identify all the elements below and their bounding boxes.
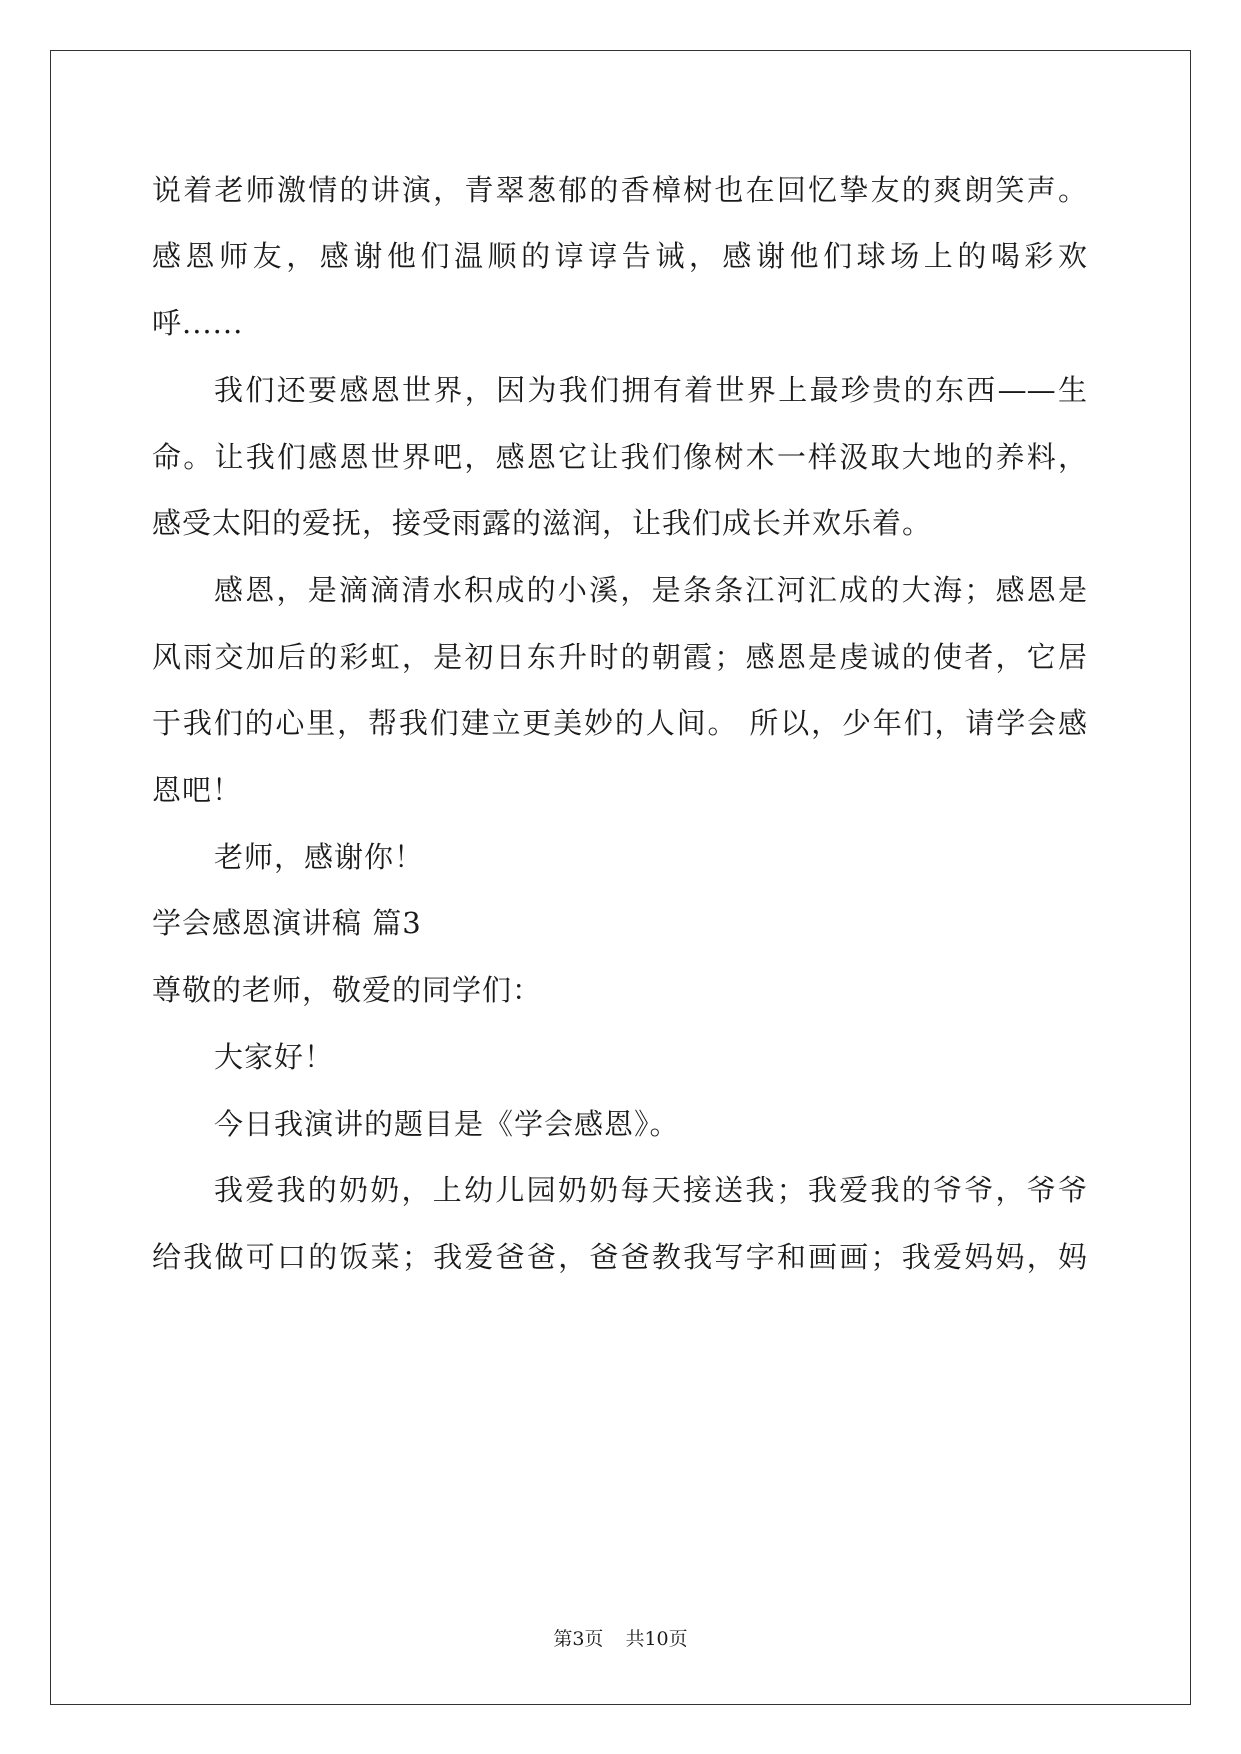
text-line: 我们还要感恩世界，因为我们拥有着世界上最珍贵的东西——生 xyxy=(214,373,1087,407)
text-line: 说着老师激情的讲演，青翠葱郁的香樟树也在回忆挚友的爽朗笑声。 xyxy=(152,173,1087,207)
text-line: 于我们的心里，帮我们建立更美妙的人间。 所以，少年们，请学会感 xyxy=(152,706,1087,740)
text-line: 老师，感谢你！ xyxy=(214,840,425,874)
page-number-current: 第3页 xyxy=(553,1628,604,1650)
text-line: 我爱我的奶奶，上幼儿园奶奶每天接送我；我爱我的爷爷，爷爷 xyxy=(214,1173,1087,1207)
text-line: 风雨交加后的彩虹，是初日东升时的朝霞；感恩是虔诚的使者，它居 xyxy=(152,640,1087,674)
text-line: 恩吧！ xyxy=(152,773,243,807)
text-line: 给我做可口的饭菜；我爱爸爸，爸爸教我写字和画画；我爱妈妈，妈 xyxy=(152,1240,1087,1274)
page-border xyxy=(50,50,1191,1705)
page-number-total: 共10页 xyxy=(625,1628,688,1650)
text-line: 命。让我们感恩世界吧，感恩它让我们像树木一样汲取大地的养料， xyxy=(152,440,1087,474)
text-line: 感恩，是滴滴清水积成的小溪，是条条江河汇成的大海；感恩是 xyxy=(214,573,1087,607)
text-line: 今日我演讲的题目是《学会感恩》。 xyxy=(214,1107,680,1141)
section-heading: 学会感恩演讲稿 篇3 xyxy=(152,906,422,940)
text-line: 感恩师友，感谢他们温顺的谆谆告诫，感谢他们球场上的喝彩欢 xyxy=(152,239,1087,273)
text-line: 呼...... xyxy=(152,306,244,340)
text-line: 大家好！ xyxy=(214,1040,335,1074)
page-footer xyxy=(0,1627,1241,1651)
text-line: 感受太阳的爱抚，接受雨露的滋润，让我们成长并欢乐着。 xyxy=(152,506,933,540)
salutation: 尊敬的老师，敬爱的同学们： xyxy=(152,973,543,1007)
